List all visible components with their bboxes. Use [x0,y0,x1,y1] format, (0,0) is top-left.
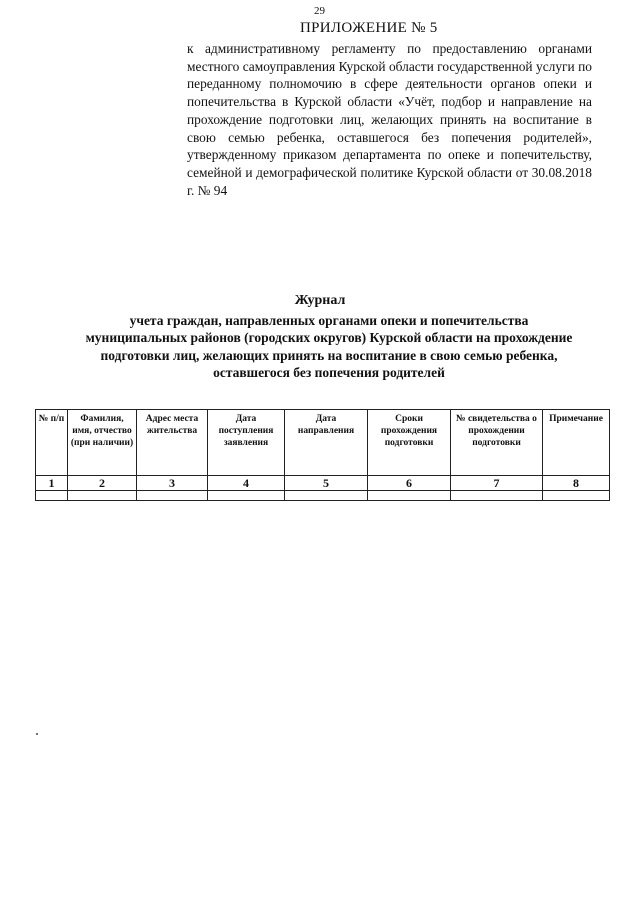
column-number: 7 [451,476,543,491]
page-number: 29 [314,5,325,17]
column-number: 3 [137,476,208,491]
appendix-text: к административному регламенту по предоставлению органами местного самоуправления Курской области государственной услуги по переданному полномочию в сфере деятельности органов опеки и попечительства в Курской области «Учёт, подбор и направление на прохождение подготовки лиц, желающих принять на воспитание в свою семью ребенка, оставшегося без попечения родителей», утвержденному приказом департамента по опеке и попечительству, семейной и демографической политике Курской области от 30.08.2018 г. № 94 [187,41,592,198]
empty-cell [543,491,610,501]
column-header: Дата поступления заявления [208,410,285,476]
appendix-body [187,40,592,199]
empty-cell [208,491,285,501]
appendix-title: ПРИЛОЖЕНИЕ № 5 [300,20,438,36]
column-number: 8 [543,476,610,491]
column-number: 2 [68,476,137,491]
column-header: Адрес места жительства [137,410,208,476]
journal-table [35,409,610,501]
column-header: Фамилия, имя, отчество (при наличии) [68,410,137,476]
journal-subtitle: учета граждан, направленных органами опеки и попечительства муниципальных районов (городских округов) Курской области на прохождение подготовки лиц, желающих принять на воспитание в свою семью ребенка, оставшегося без попечения родителей [85,313,573,380]
column-number: 4 [208,476,285,491]
empty-cell [451,491,543,501]
empty-cell [285,491,368,501]
empty-cell [137,491,208,501]
scan-speck [36,733,38,735]
column-header: Сроки прохождения подготовки [368,410,451,476]
column-header: № свидетельства о прохождении подготовки [451,410,543,476]
table-header-row [36,410,610,476]
column-number: 1 [36,476,68,491]
empty-cell [368,491,451,501]
table-row [36,491,610,501]
column-header: № п/п [36,410,68,476]
column-number-row [36,476,610,491]
column-header: Дата направления [285,410,368,476]
column-number: 6 [368,476,451,491]
empty-cell [36,491,68,501]
column-header: Примечание [543,410,610,476]
empty-cell [68,491,137,501]
journal-title: Журнал [294,293,346,308]
column-number: 5 [285,476,368,491]
